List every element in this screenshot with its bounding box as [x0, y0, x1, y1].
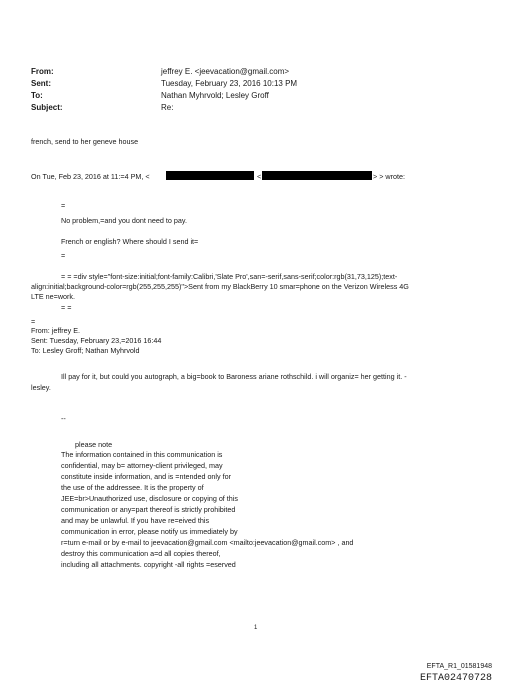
quoted-separator: = — [61, 201, 66, 210]
quoted-message: Ill pay for it, but could you autograph, a big=book to Baroness ariane rothschild. i will organiz= her getting it. - — [61, 372, 407, 381]
quoted-to: To: Lesley Groff; Nathan Myhrvold — [31, 346, 140, 355]
from-value: jeffrey E. <jeevacation@gmail.com> — [161, 67, 290, 76]
to-value: Nathan Myhrvold; Lesley Groff — [161, 91, 269, 100]
notice-line: communication in error, please notify us immediately by — [61, 527, 238, 536]
from-label: From: — [31, 67, 54, 76]
please-note: please note — [75, 440, 113, 449]
footer-id-primary: EFTA_R1_01581948 — [426, 663, 492, 670]
notice-line: communication or any=part thereof is strictly prohibited — [61, 505, 236, 514]
footer-id-secondary: EFTA02470728 — [419, 673, 492, 684]
notice-line: r=turn e-mail or by e-mail to jeevacation@gmail.com <mailto:jeevacation@gmail.com> , and — [61, 538, 354, 547]
notice-line: destroy this communication a=d all copies thereof, — [61, 549, 221, 558]
quoted-french-question: French or english? Where should I send it= — [61, 237, 199, 246]
quoted-separator: = = — [61, 303, 72, 312]
notice-line: JEE=br>Unauthorized use, disclosure or copying of this — [61, 494, 238, 503]
quoted-no-problem: No problem,=and you dont need to pay. — [61, 216, 187, 225]
sent-value: Tuesday, February 23, 2016 10:13 PM — [161, 79, 298, 88]
quote-intro-mid: < — [257, 172, 262, 181]
quote-intro-start: On Tue, Feb 23, 2016 at 11:=4 PM, < — [31, 172, 150, 181]
quoted-sent: Sent: Tuesday, February 23,=2016 16:44 — [31, 336, 162, 345]
redaction-bar — [262, 171, 372, 180]
quoted-from: From: jeffrey E. — [31, 326, 80, 335]
notice-line: including all attachments. copyright -all rights =eserved — [61, 560, 236, 569]
signature-dashes: -- — [61, 414, 66, 423]
page-number: 1 — [254, 625, 258, 631]
html-residue-line: = = =div style="font-size:initial;font-family:Calibri,'Slate Pro',san=-serif,sans-serif;color:rgb(31,73,125);text- — [61, 272, 398, 281]
subject-value: Re: — [161, 103, 174, 112]
reply-line: french, send to her geneve house — [31, 137, 139, 146]
notice-line: confidential, may b= attorney-client privileged, may — [61, 461, 223, 470]
html-residue-line: align:initial;background-color=rgb(255,255,255)">Sent from my BlackBerry 10 smar=phone on the Verizon Wireless 4G — [31, 282, 409, 291]
notice-line: The information contained in this communication is — [61, 450, 223, 459]
notice-line: constitute inside information, and is =ntended only for — [61, 472, 232, 481]
notice-line: the use of the addressee. It is the property of — [61, 483, 204, 492]
html-residue-line: LTE ne=work. — [31, 292, 76, 301]
redaction-bar — [166, 171, 254, 180]
sent-label: Sent: — [31, 79, 51, 88]
subject-label: Subject: — [31, 103, 63, 112]
quoted-separator: = — [31, 317, 36, 326]
to-label: To: — [31, 91, 43, 100]
quote-intro-end: > > wrote: — [373, 172, 405, 181]
quoted-signoff: lesley. — [31, 383, 51, 392]
notice-line: and may be unlawful. If you have re=eived this — [61, 516, 210, 525]
quoted-separator: = — [61, 251, 66, 260]
